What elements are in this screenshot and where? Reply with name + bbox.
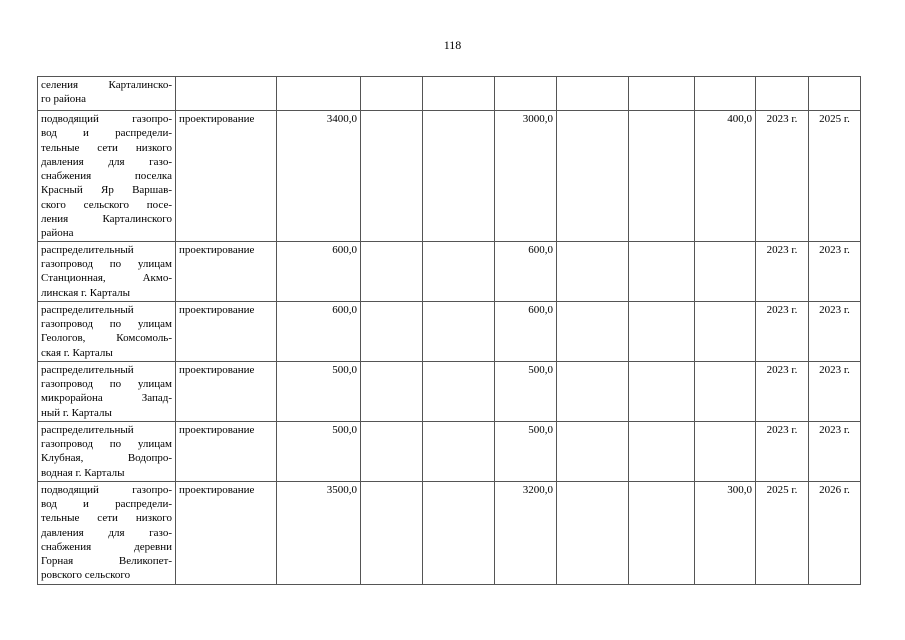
cell-col6 [557,241,629,301]
name-line: ровского сельского [41,569,131,582]
cell-col3 [361,241,423,301]
name-line: тельные сети низкого [41,141,172,154]
table-row [38,111,861,242]
name-line: тельные сети низкого [41,512,172,525]
cell-stage [176,77,277,111]
cell-start-year: 2023 г. [756,241,809,301]
cell-col6 [557,421,629,481]
name-line: Красный Яр Варшав- [41,184,172,197]
cell-col6 [557,481,629,584]
name-line: ный г. Карталы [41,406,112,419]
cell-col8 [695,241,756,301]
cell-start-year: 2023 г. [756,301,809,361]
page-number: 118 [443,38,462,52]
name-line: ления Карталинского [41,213,172,226]
table-row [38,361,861,421]
cell-col5: 600,0 [495,301,557,361]
cell-col8: 400,0 [695,111,756,242]
cell-col6 [557,111,629,242]
cell-end-year: 2026 г. [809,481,861,584]
name-line: газопровод по улицам [41,437,172,450]
name-line: распределительный [41,303,134,316]
name-line: селения Карталинско- [41,79,172,91]
cell-total: 600,0 [277,301,361,361]
name-line: распределительный [41,363,134,376]
name-line: снабжения поселка [41,170,172,183]
cell-col5: 3000,0 [495,111,557,242]
name-line: газопровод по улицам [41,317,172,330]
cell-col3 [361,421,423,481]
cell-col4 [423,77,495,111]
cell-col6 [557,301,629,361]
cell-col4 [423,421,495,481]
cell-col6 [557,77,629,111]
cell-col7 [629,301,695,361]
cell-stage: проектирование [176,301,277,361]
cell-col8 [695,301,756,361]
name-line: водная г. Карталы [41,466,125,479]
name-line: газопровод по улицам [41,257,172,270]
name-line: газопровод по улицам [41,377,172,390]
cell-object-name [38,421,176,481]
cell-col7 [629,481,695,584]
cell-stage: проектирование [176,361,277,421]
cell-col8 [695,361,756,421]
cell-col7 [629,421,695,481]
cell-col5 [495,77,557,111]
cell-object-name [38,481,176,584]
name-line: подводящий газопро- [41,483,172,496]
table-row [38,481,861,584]
cell-stage: проектирование [176,481,277,584]
cell-col4 [423,301,495,361]
cell-col7 [629,361,695,421]
cell-object-name [38,111,176,242]
cell-total: 500,0 [277,421,361,481]
name-line: распределительный [41,243,134,256]
name-line: давления для газо- [41,155,172,168]
cell-start-year: 2025 г. [756,481,809,584]
cell-stage: проектирование [176,421,277,481]
cell-object-name [38,77,176,111]
cell-total: 3500,0 [277,481,361,584]
table-row [38,77,861,111]
cell-col7 [629,241,695,301]
cell-col6 [557,361,629,421]
program-table [37,76,861,585]
cell-start-year: 2023 г. [756,421,809,481]
cell-col3 [361,111,423,242]
cell-total [277,77,361,111]
name-line: Горная Великопет- [41,555,172,568]
cell-col3 [361,481,423,584]
name-line: подводящий газопро- [41,113,172,125]
table-row [38,421,861,481]
cell-object-name [38,301,176,361]
cell-stage: проектирование [176,241,277,301]
name-line: вод и распредели- [41,497,172,510]
cell-col8: 300,0 [695,481,756,584]
cell-col5: 500,0 [495,361,557,421]
table-body [38,77,861,585]
name-line: микрорайона Запад- [41,392,172,405]
cell-col5: 3200,0 [495,481,557,584]
cell-col4 [423,111,495,242]
table-row [38,241,861,301]
cell-end-year: 2023 г. [809,361,861,421]
cell-end-year: 2025 г. [809,111,861,242]
cell-col5: 500,0 [495,421,557,481]
cell-col4 [423,241,495,301]
cell-total: 3400,0 [277,111,361,242]
name-line: Геологов, Комсомоль- [41,332,172,345]
name-line: давления для газо- [41,526,172,539]
cell-total: 600,0 [277,241,361,301]
name-line: Клубная, Водопро- [41,452,172,465]
cell-col4 [423,361,495,421]
cell-start-year: 2023 г. [756,111,809,242]
cell-end-year: 2023 г. [809,421,861,481]
cell-end-year: 2023 г. [809,301,861,361]
cell-col3 [361,301,423,361]
cell-col3 [361,77,423,111]
name-line: распределительный [41,423,134,436]
name-line: района [41,227,74,240]
cell-object-name [38,241,176,301]
cell-object-name [38,361,176,421]
name-line: снабжения деревни [41,540,172,553]
cell-end-year: 2023 г. [809,241,861,301]
cell-end-year [809,77,861,111]
cell-col7 [629,111,695,242]
cell-col3 [361,361,423,421]
cell-col5: 600,0 [495,241,557,301]
name-line: го района [41,93,87,106]
name-line: линская г. Карталы [41,286,131,299]
table-row [38,301,861,361]
cell-col8 [695,421,756,481]
cell-total: 500,0 [277,361,361,421]
cell-col8 [695,77,756,111]
cell-stage: проектирование [176,111,277,242]
name-line: ская г. Карталы [41,346,113,359]
cell-col7 [629,77,695,111]
name-line: вод и распредели- [41,127,172,140]
cell-col4 [423,481,495,584]
name-line: ского сельского посе- [41,198,172,211]
cell-start-year: 2023 г. [756,361,809,421]
cell-start-year [756,77,809,111]
name-line: Станционная, Акмо- [41,272,172,285]
